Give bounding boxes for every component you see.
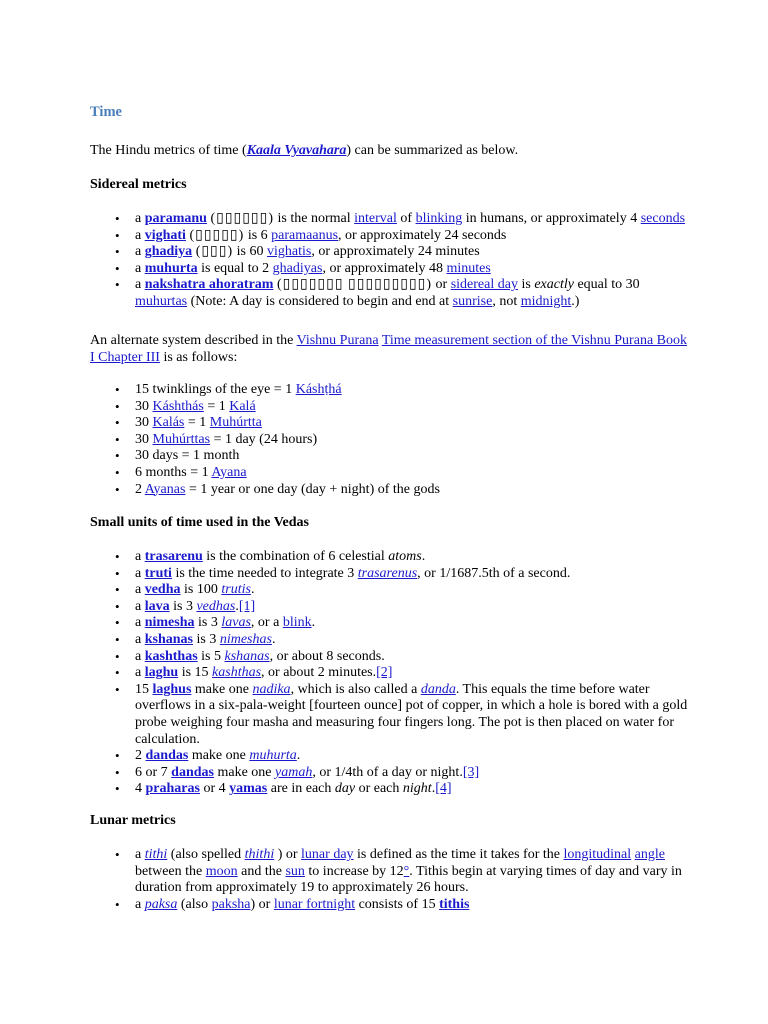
text: , or approximately 24 seconds xyxy=(338,227,507,243)
emphasis-text: exactly xyxy=(534,277,574,293)
list-item xyxy=(90,566,690,583)
text: a xyxy=(135,582,145,598)
nimesha-link[interactable]: nimesha xyxy=(144,615,195,631)
list-item xyxy=(90,277,690,310)
list-item xyxy=(90,399,690,416)
laghu-link[interactable]: laghu xyxy=(144,665,179,681)
text: a xyxy=(135,598,145,614)
dandas-link[interactable]: dandas xyxy=(145,748,189,764)
text: to increase by 12 xyxy=(304,863,404,879)
degree-link[interactable]: ° xyxy=(403,863,410,879)
list-item xyxy=(90,432,690,449)
list-item xyxy=(90,599,690,616)
trasarenu-link[interactable]: trasarenu xyxy=(144,549,203,564)
lunar-heading: Lunar metrics xyxy=(90,813,176,828)
kshanas-link[interactable]: kshanas xyxy=(144,631,193,647)
vighatis-link[interactable]: vighatis xyxy=(266,244,312,260)
text: is 60 xyxy=(233,244,267,260)
vedhas-link[interactable]: vedhas xyxy=(196,598,236,614)
text: , or approximately 48 xyxy=(322,260,447,276)
list-item xyxy=(90,465,690,482)
nakshatra-ahoratram-link[interactable]: nakshatra ahoratram xyxy=(144,277,274,293)
reference-link[interactable]: [2] xyxy=(376,665,393,681)
devanagari-text: (▯▯▯▯▯) xyxy=(189,227,245,243)
blinking-link[interactable]: blinking xyxy=(415,211,463,226)
vishnu-purana-link[interactable]: Vishnu Purana xyxy=(296,333,379,348)
text: , or 1/4th of a day or night. xyxy=(312,764,463,780)
text: 15 twinklings of the eye = 1 xyxy=(135,382,296,397)
truti-link[interactable]: truti xyxy=(144,565,172,581)
interval-link[interactable]: interval xyxy=(354,211,397,226)
list-item xyxy=(90,897,690,914)
lunar-list xyxy=(90,847,690,913)
list-item xyxy=(90,847,690,897)
section-title: Time xyxy=(90,104,122,120)
text: (also xyxy=(177,896,212,912)
text: 4 xyxy=(135,781,146,797)
vedas-heading: Small units of time used in the Vedas xyxy=(90,515,309,530)
kalas-link[interactable]: Kalás xyxy=(152,415,185,431)
kashthas-link[interactable]: Káshthás xyxy=(152,398,204,414)
text: . xyxy=(271,631,276,647)
text: An alternate system described in the xyxy=(90,333,297,348)
text: , which is also called a xyxy=(290,681,421,697)
text: , or about 2 minutes. xyxy=(261,665,377,681)
emphasis-text: night xyxy=(402,781,432,797)
kshanas-italic-link[interactable]: kshanas xyxy=(224,648,270,664)
text: . xyxy=(431,781,436,797)
text: is 15 xyxy=(178,665,213,681)
text: . This equals the time before water overflows in a six-pala-weight [fourteen ounce] pot of copper, in which a hole is bored with a gold probe weighing four masha and measuring four fingers long. The pot is then placed on water for calculation. xyxy=(135,681,688,747)
text: . xyxy=(250,582,255,598)
reference-link[interactable]: [1] xyxy=(238,598,256,614)
text: 30 xyxy=(135,415,153,431)
danda-link[interactable]: danda xyxy=(420,681,456,697)
list-item xyxy=(90,632,690,649)
text: in humans, or approximately 4 xyxy=(462,211,641,226)
kala-link[interactable]: Kalá xyxy=(229,398,256,414)
text: is 3 xyxy=(194,615,222,631)
nadika-link[interactable]: nadika xyxy=(252,681,291,697)
kashthas-link[interactable]: kashthas xyxy=(144,648,198,664)
list-item xyxy=(90,781,690,798)
text: is the combination of 6 celestial xyxy=(202,549,389,564)
sidereal-heading: Sidereal metrics xyxy=(90,177,187,192)
list-item xyxy=(90,582,690,599)
text: a xyxy=(135,227,145,243)
text: . xyxy=(311,615,316,631)
intro-text: The Hindu metrics of time ( xyxy=(90,143,247,158)
text: make one xyxy=(191,681,253,697)
list-item xyxy=(90,482,690,499)
text: make one xyxy=(188,748,250,764)
text: or 4 xyxy=(199,781,230,797)
list-item xyxy=(90,549,690,566)
text: is 3 xyxy=(169,598,197,614)
text: . xyxy=(296,748,301,764)
list-item xyxy=(90,615,690,632)
text: = 1 xyxy=(184,415,210,431)
muhurta-italic-link[interactable]: muhurta xyxy=(249,748,297,764)
text: a xyxy=(135,244,145,260)
text: is 3 xyxy=(192,631,220,647)
list-item xyxy=(90,748,690,765)
seconds-link[interactable]: seconds xyxy=(640,211,686,226)
paramanu-link[interactable]: paramanu xyxy=(144,211,207,226)
praharas-link[interactable]: praharas xyxy=(145,781,200,797)
muhurttas-link[interactable]: Muhúrttas xyxy=(152,431,211,447)
text: is 100 xyxy=(180,582,222,598)
text: or each xyxy=(355,781,403,797)
lava-link[interactable]: lava xyxy=(144,598,170,614)
angle-link[interactable]: angle xyxy=(634,847,665,862)
text: ) or xyxy=(250,896,274,912)
text: , or 1/1687.5th of a second. xyxy=(417,565,571,581)
vishnu-intro-paragraph xyxy=(90,332,690,366)
sidereal-list xyxy=(90,211,690,311)
text: is as follows: xyxy=(159,350,238,365)
text: 30 days = 1 month xyxy=(135,448,240,464)
ghadiyas-link[interactable]: ghadiyas xyxy=(272,260,323,276)
text: is 6 xyxy=(244,227,272,243)
sidereal-day-link[interactable]: sidereal day xyxy=(450,277,518,293)
text: a xyxy=(135,615,145,631)
list-item xyxy=(90,211,690,228)
text: . xyxy=(235,598,239,614)
ghadiya-link[interactable]: ghadiya xyxy=(144,244,193,260)
yamah-link[interactable]: yamah xyxy=(275,764,313,780)
text: 6 or 7 xyxy=(135,764,172,780)
list-item xyxy=(90,682,690,748)
list-item xyxy=(90,244,690,261)
lunar-fortnight-link[interactable]: lunar fortnight xyxy=(273,896,356,912)
text: is 5 xyxy=(197,648,225,664)
list-item xyxy=(90,261,690,278)
text: . xyxy=(421,549,426,564)
text: equal to 30 xyxy=(573,277,640,293)
emphasis-text: day xyxy=(334,781,356,797)
sun-link[interactable]: sun xyxy=(285,863,305,879)
vighati-link[interactable]: vighati xyxy=(144,227,186,243)
lavas-link[interactable]: lavas xyxy=(221,615,251,631)
vishnu-list xyxy=(90,382,690,498)
tithi-link[interactable]: tithi xyxy=(144,847,168,862)
list-item xyxy=(90,228,690,245)
text: 2 xyxy=(135,481,145,497)
vedas-list xyxy=(90,549,690,798)
text: a xyxy=(135,631,145,647)
text: a xyxy=(135,847,145,862)
text: . Tithis begin at varying times of day and vary in duration from approximately 19 to approximately 26 hours. xyxy=(135,863,682,896)
text: (Note: A day is considered to begin and end at xyxy=(187,293,453,309)
midnight-link[interactable]: midnight xyxy=(520,293,572,309)
text: a xyxy=(135,665,145,681)
text: a xyxy=(135,565,145,581)
text: , or a xyxy=(250,615,283,631)
text: and the xyxy=(237,863,286,879)
intro-paragraph xyxy=(90,142,690,159)
list-item xyxy=(90,665,690,682)
text: 30 xyxy=(135,398,153,414)
devanagari-text: (▯▯▯) xyxy=(195,244,234,260)
text: a xyxy=(135,211,145,226)
text: a xyxy=(135,260,145,276)
text: a xyxy=(135,549,145,564)
paksha-link[interactable]: paksha xyxy=(211,896,251,912)
ayanas-link[interactable]: Ayanas xyxy=(144,481,186,497)
text: .) xyxy=(571,293,580,309)
paksa-link[interactable]: paksa xyxy=(144,896,178,912)
minutes-link[interactable]: minutes xyxy=(446,260,491,276)
text: is the time needed to integrate 3 xyxy=(171,565,358,581)
text: 15 xyxy=(135,681,153,697)
list-item xyxy=(90,765,690,782)
blink-link[interactable]: blink xyxy=(282,615,312,631)
laghus-link[interactable]: laghus xyxy=(152,681,192,697)
dandas-link-2[interactable]: dandas xyxy=(171,764,214,780)
intro-text-end: ) can be summarized as below. xyxy=(346,143,519,158)
text: = 1 xyxy=(203,398,230,414)
text: 6 months = 1 xyxy=(135,464,212,480)
text: 2 xyxy=(135,748,146,764)
text: is equal to 2 xyxy=(197,260,273,276)
text: of xyxy=(396,211,416,226)
reference-link[interactable]: [3] xyxy=(462,764,480,780)
kashthas-italic-link[interactable]: kashthas xyxy=(212,665,262,681)
text: consists of 15 xyxy=(355,896,440,912)
list-item xyxy=(90,448,690,465)
list-item xyxy=(90,415,690,432)
ayana-link[interactable]: Ayana xyxy=(211,464,247,480)
text: is the normal xyxy=(274,211,355,226)
kaala-vyavahara-link[interactable]: Kaala Vyavahara xyxy=(246,143,347,158)
text: is xyxy=(517,277,535,293)
vedha-link[interactable]: vedha xyxy=(144,582,181,598)
lunar-day-link[interactable]: lunar day xyxy=(301,847,354,862)
text: ) or xyxy=(274,847,302,862)
moon-link[interactable]: moon xyxy=(205,863,238,879)
longitudinal-link[interactable]: longitudinal xyxy=(563,847,632,862)
text: = 1 day (24 hours) xyxy=(210,431,318,447)
muhurta-link[interactable]: muhurta xyxy=(144,260,198,276)
text: make one xyxy=(213,764,276,780)
sunrise-link[interactable]: sunrise xyxy=(452,293,493,309)
tithis-link[interactable]: tithis xyxy=(439,896,470,912)
devanagari-text: (▯▯▯▯▯▯) xyxy=(210,211,275,226)
text: = 1 year or one day (day + night) of the gods xyxy=(185,481,440,497)
nimeshas-link[interactable]: nimeshas xyxy=(219,631,272,647)
reference-link[interactable]: [4] xyxy=(435,781,452,797)
text: is defined as the time it takes for the xyxy=(353,847,564,862)
emphasis-text: atoms xyxy=(388,549,422,564)
text: , not xyxy=(492,293,521,309)
text: , or approximately 24 minutes xyxy=(311,244,480,260)
list-item xyxy=(90,649,690,666)
text: , or about 8 seconds. xyxy=(269,648,385,664)
text: a xyxy=(135,277,145,293)
text: between the xyxy=(135,863,206,879)
thithi-link[interactable]: thithi xyxy=(244,847,275,862)
muhurtta-link[interactable]: Muhúrtta xyxy=(209,415,262,431)
text: a xyxy=(135,896,145,912)
text: (also spelled xyxy=(167,847,245,862)
trasarenus-link[interactable]: trasarenus xyxy=(357,565,418,581)
text: are in each xyxy=(267,781,335,797)
time-measurement-link[interactable]: Time measurement section of the Vishnu Purana Book I Chapter III xyxy=(90,333,687,365)
trutis-link[interactable]: trutis xyxy=(221,582,251,598)
kashtha-link[interactable]: Káshṭhá xyxy=(295,382,342,397)
paramaanus-link[interactable]: paramaanus xyxy=(271,227,339,243)
text: or xyxy=(432,277,451,293)
muhurtas-link[interactable]: muhurtas xyxy=(135,293,188,309)
text: a xyxy=(135,648,145,664)
list-item xyxy=(90,382,690,399)
yamas-link[interactable]: yamas xyxy=(229,781,268,797)
devanagari-text: (▯▯▯▯▯▯▯ ▯▯▯▯▯▯▯▯▯) xyxy=(276,277,433,293)
text: 30 xyxy=(135,431,153,447)
